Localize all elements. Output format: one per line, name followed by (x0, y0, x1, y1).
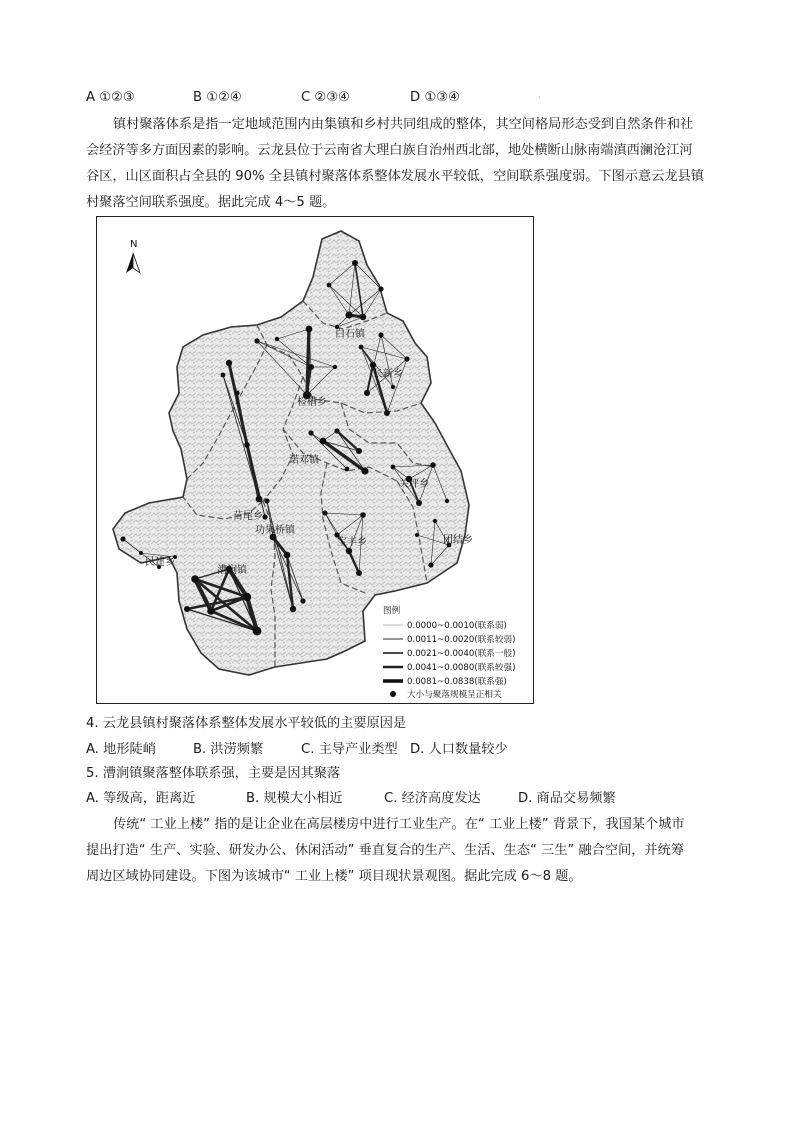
town-label-baofeng: 宝丰乡 (337, 537, 367, 548)
q3-option-d: D ①③④ (410, 90, 460, 105)
north-arrow-half-icon (133, 253, 140, 273)
q4-option-d: D. 人口数量较少 (410, 742, 508, 757)
passage-line: 提出打造“ 生产、实验、研发办公、休闲活动” 垂直复合的生产、生活、生态“ 三生” 融合空间，并统筹 (86, 843, 684, 858)
town-label-baishi: 白石镇 (335, 329, 365, 340)
q3-option-c: C ②③④ (301, 90, 350, 105)
q4-options (86, 740, 726, 760)
passage-line: 村聚落空间联系强度。据此完成 4～5 题。 (86, 195, 336, 210)
q4-option-b: B. 洪涝频繁 (193, 742, 264, 757)
q5-option-b: B. 规模大小相近 (246, 791, 343, 806)
q5-option-d: D. 商品交易频繁 (518, 791, 616, 806)
q5-option-c: C. 经济高度发达 (384, 791, 481, 806)
town-label-changxin: 长新乡 (373, 369, 403, 380)
legend-item-fairly-weak: 0.0011~0.0020(联系较弱) (407, 635, 516, 645)
passage-line: 谷区，山区面积占全县的 90% 全县镇村聚落体系整体发展水平较低，空间联系强度弱。下图示意云龙县镇 (86, 169, 704, 184)
q3-options (86, 88, 726, 108)
town-label-guanping: 关坪乡 (399, 479, 429, 490)
q4-option-c: C. 主导产业类型 (301, 742, 398, 757)
passage-line: 会经济等多方面因素的影响。云龙县位于云南省大理白族自治州西北部，地处横断山脉南端滇西澜沧江河 (86, 143, 693, 158)
town-label-minjian: 民建乡 (145, 557, 175, 568)
passage-industrial-upstairs (86, 812, 726, 890)
map-legend (377, 601, 529, 700)
legend-title: 图例 (383, 606, 401, 616)
town-label-miaowei: 苗尾乡 (233, 511, 263, 522)
town-label-tuanjie: 团结乡 (443, 535, 473, 546)
settlement-map (97, 217, 533, 703)
legend-item-strong: 0.0081~0.0838(联系强) (407, 677, 507, 687)
passage-line: 传统“ 工业上楼” 指的是让企业在高层楼房中进行工业生产。在“ 工业上楼” 背景下，我国某个城市 (113, 817, 685, 832)
town-label-jiancao: 检槽乡 (297, 397, 327, 408)
passage-settlement (86, 112, 726, 216)
passage-line: 周边区域协同建设。下图为该城市“ 工业上楼” 项目现状景观图。据此完成 6～8 题。 (86, 869, 582, 884)
legend-item-weak: 0.0000~0.0010(联系弱) (407, 621, 507, 631)
town-label-nuodeng: 诺邓镇 (289, 455, 319, 466)
town-label-caojian: 漕涧镇 (217, 565, 247, 576)
q3-option-a: A ①②③ (86, 90, 135, 105)
q4-option-a: A. 地形陡峭 (86, 742, 156, 757)
q4-stem: 4. 云龙县镇村聚落体系整体发展水平较低的主要原因是 (86, 716, 407, 731)
q5-option-a: A. 等级高，距离近 (86, 791, 196, 806)
stray-mark: · (538, 93, 541, 102)
q3-option-b: B ①②④ (193, 90, 242, 105)
north-label: N (130, 239, 138, 250)
settlement-map-figure (96, 216, 534, 704)
town-label-gongguoqiao: 功果桥镇 (255, 525, 295, 536)
legend-item-medium: 0.0021~0.0040(联系一般) (407, 649, 516, 659)
legend-item-size: 大小与聚落规模呈正相关 (407, 690, 502, 700)
legend-item-fairly-strong: 0.0041~0.0080(联系较强) (407, 663, 516, 673)
passage-line: 镇村聚落体系是指一定地域范围内由集镇和乡村共同组成的整体，其空间格局形态受到自然条件和社 (113, 117, 694, 132)
q5-options (86, 789, 726, 809)
q5-stem: 5. 漕涧镇聚落整体联系强，主要是因其聚落 (86, 766, 341, 781)
